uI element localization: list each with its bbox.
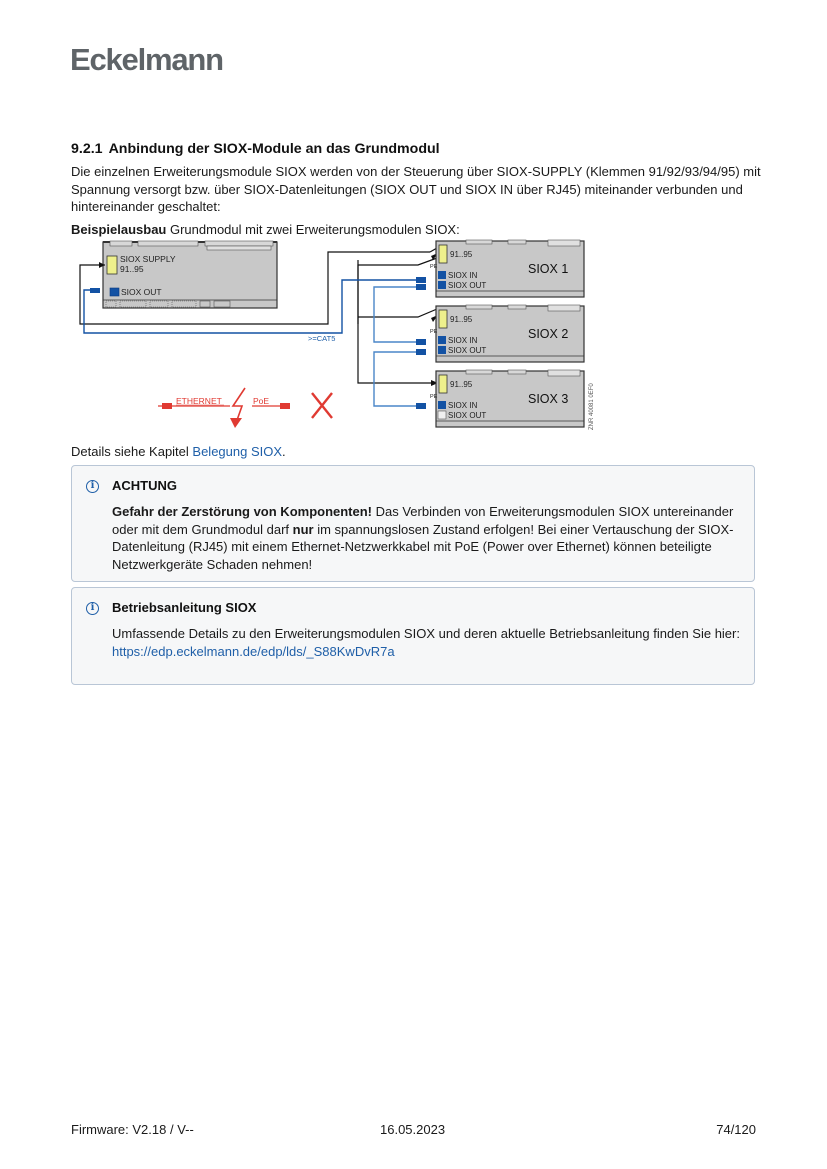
wiring-diagram bbox=[70, 238, 600, 434]
warning-text-a: Das Verbinden von Erweiterungsmodulen SIOX untereinander oder mit dem Grundmodul darf bbox=[112, 504, 734, 537]
svg-text:91..95: 91..95 bbox=[450, 315, 473, 324]
belegung-siox-link[interactable]: Belegung SIOX bbox=[192, 444, 283, 459]
svg-text:PE: PE bbox=[430, 329, 438, 335]
svg-text:SIOX 1: SIOX 1 bbox=[528, 262, 569, 276]
svg-text:PE: PE bbox=[430, 264, 438, 270]
section-number: 9.2.1 bbox=[71, 141, 103, 157]
svg-text:PE: PE bbox=[430, 394, 438, 400]
intro-paragraph: Die einzelnen Erweiterungsmodule SIOX werden von der Steuerung über SIOX-SUPPLY (Klemmen 91/92/93/94/95) mit Spannung versorgt bzw. über SIOX-Datenleitungen (SIOX OUT und SIOX IN über RJ45) miteinander verbunden und hintereinander geschaltet: bbox=[71, 164, 761, 214]
svg-text:PoE: PoE bbox=[253, 396, 270, 406]
svg-text:91..95: 91..95 bbox=[120, 264, 144, 274]
base-module bbox=[103, 241, 277, 308]
info-icon: i bbox=[86, 480, 99, 493]
example-caption bbox=[71, 221, 761, 239]
example-text: Grundmodul mit zwei Erweiterungsmodulen SIOX: bbox=[166, 222, 460, 237]
svg-text:SIOX 2: SIOX 2 bbox=[528, 327, 569, 341]
info-text: Umfassende Details zu den Erweiterungsmodulen SIOX und deren aktuelle Betriebsanleitung finden Sie hier: bbox=[112, 626, 740, 641]
info-body bbox=[112, 625, 742, 660]
svg-text:ETHERNET: ETHERNET bbox=[176, 396, 222, 406]
svg-text:91..95: 91..95 bbox=[450, 250, 473, 259]
siox-module-1 bbox=[430, 240, 584, 297]
svg-text:>=CAT5: >=CAT5 bbox=[308, 334, 336, 343]
footer-firmware: Firmware: V2.18 / V-- bbox=[71, 1122, 194, 1137]
svg-text:SIOX IN: SIOX IN bbox=[448, 271, 478, 280]
svg-text:SIOX OUT: SIOX OUT bbox=[121, 287, 162, 297]
example-bold: Beispielausbau bbox=[71, 222, 167, 237]
warning-notice bbox=[71, 465, 755, 582]
footer-date: 16.05.2023 bbox=[380, 1122, 446, 1137]
info-notice bbox=[71, 587, 755, 685]
warning-bold-nur: nur bbox=[292, 521, 314, 537]
details-prefix: Details siehe Kapitel bbox=[71, 444, 193, 459]
siox-module-2 bbox=[430, 305, 584, 362]
eckelmann-logo: Eckelmann bbox=[70, 42, 223, 77]
info-title: Betriebsanleitung SIOX bbox=[112, 600, 257, 615]
section-heading bbox=[71, 141, 440, 157]
footer-page: 74/120 bbox=[716, 1122, 756, 1137]
warning-bold-intro: Gefahr der Zerstörung von Komponenten! bbox=[112, 504, 373, 519]
warning-text-b: im spannungslosen Zustand erfolgen! Bei einer Vertauschung der SIOX-Datenleitung (RJ45) mit einem Ethernet-Netzwerkkabel mit PoE (Power over Ethernet) können beteiligte Netzwerkgeräte Schaden nehmen! bbox=[112, 521, 734, 572]
siox-module-3 bbox=[430, 370, 584, 427]
details-reference bbox=[71, 443, 761, 461]
svg-text:SIOX 3: SIOX 3 bbox=[528, 392, 569, 406]
svg-text:SIOX OUT: SIOX OUT bbox=[448, 346, 487, 355]
svg-text:SIOX IN: SIOX IN bbox=[448, 401, 478, 410]
warning-body bbox=[112, 503, 742, 573]
poe-warning bbox=[158, 388, 332, 428]
svg-text:SIOX OUT: SIOX OUT bbox=[448, 281, 487, 290]
svg-text:SIOX IN: SIOX IN bbox=[448, 336, 478, 345]
cross-icon bbox=[312, 393, 332, 418]
betriebsanleitung-link[interactable]: https://edp.eckelmann.de/edp/lds/_S88KwDvR7a bbox=[112, 643, 395, 659]
svg-text:ZNR 40081 0EF0: ZNR 40081 0EF0 bbox=[589, 383, 595, 430]
svg-text:91..95: 91..95 bbox=[450, 380, 473, 389]
svg-text:SIOX OUT: SIOX OUT bbox=[448, 411, 487, 420]
info-icon: i bbox=[86, 602, 99, 615]
section-title: Anbindung der SIOX-Module an das Grundmodul bbox=[108, 141, 440, 157]
svg-text:SIOX SUPPLY: SIOX SUPPLY bbox=[120, 254, 176, 264]
details-suffix: . bbox=[282, 444, 286, 459]
warning-title: ACHTUNG bbox=[112, 478, 177, 493]
